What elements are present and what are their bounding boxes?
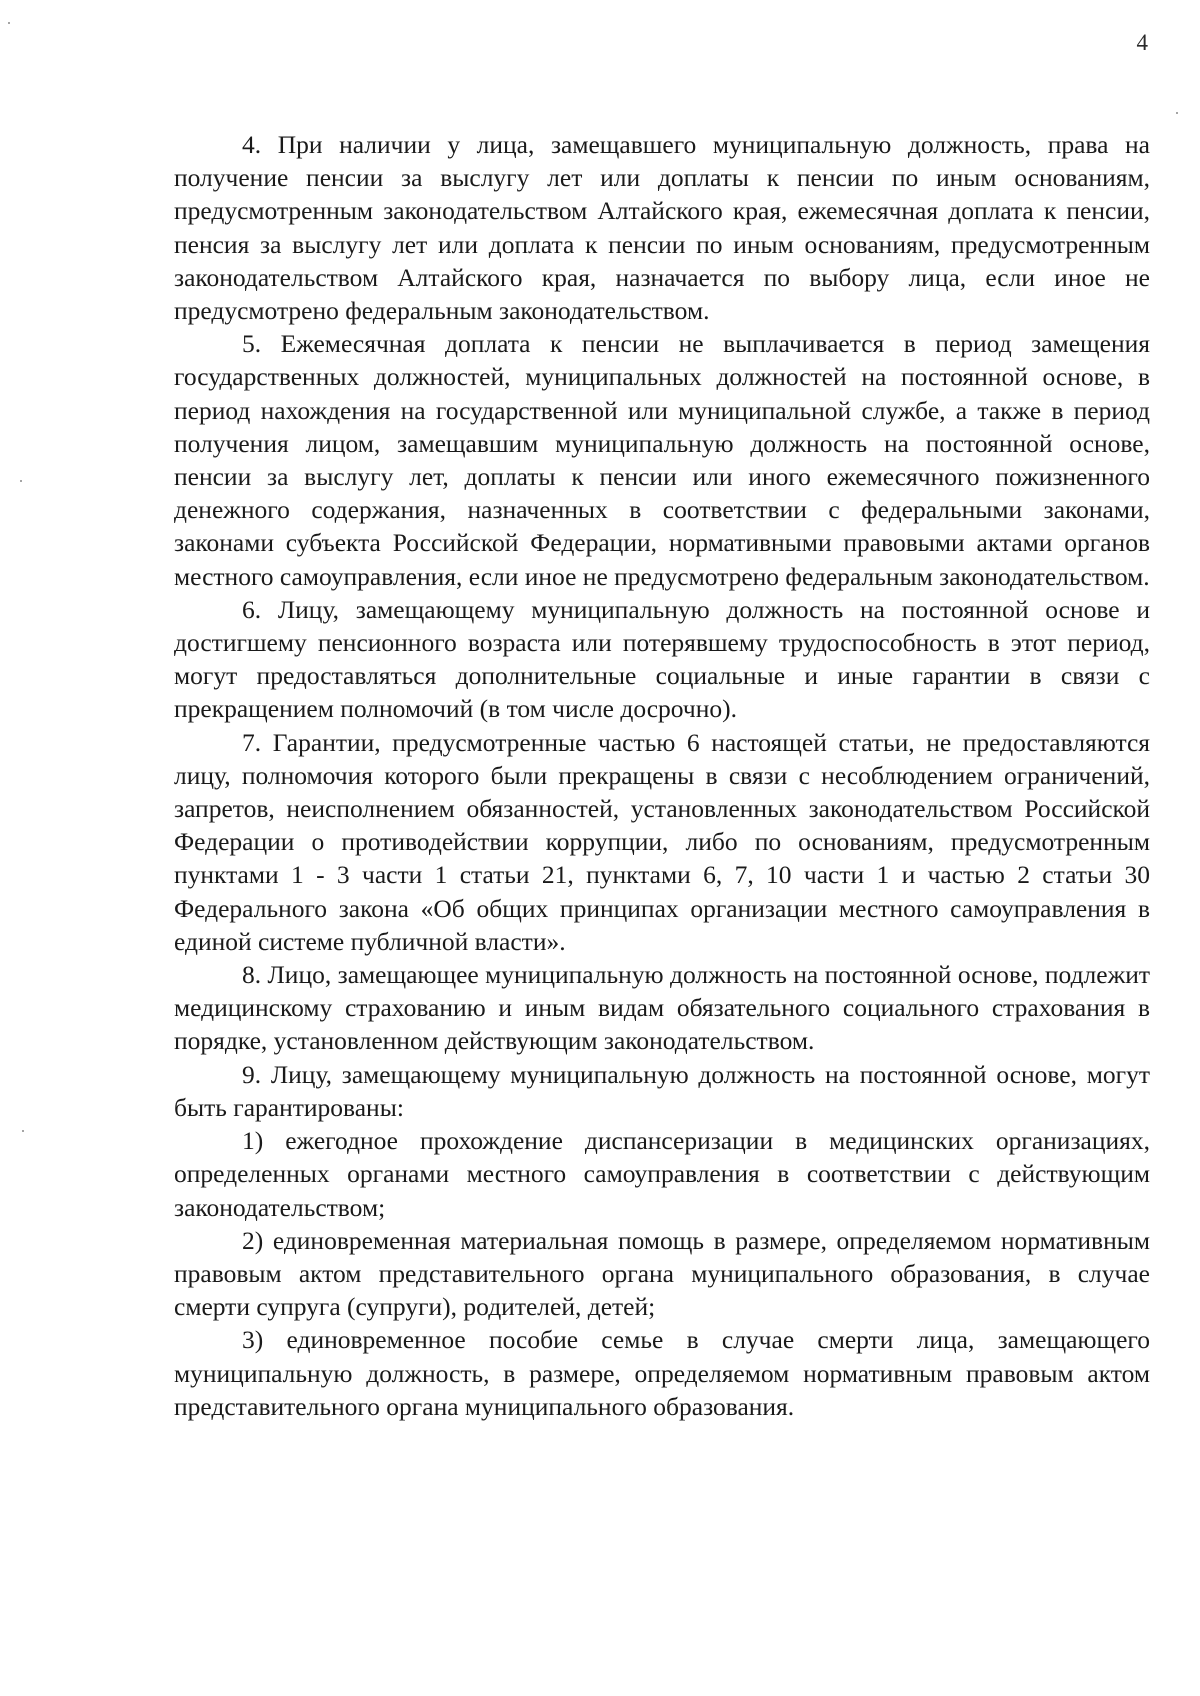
document-body [174, 128, 1150, 1423]
paragraph-8: 8. Лицо, замещающее муниципальную должность на постоянной основе, подлежит медицинскому страхованию и иным видам обязательного социального страхования в порядке, установленном действующим законодательством. [174, 960, 1150, 1056]
paragraph-5: 5. Ежемесячная доплата к пенсии не выплачивается в период замещения государственных должностей, муниципальных должностей на постоянной основе, в период нахождения на государственной или муниципальной службе, а также в период получения лицом, замещавшим муниципальную должность на постоянной основе, пенсии за выслугу лет, доплаты к пенсии или иного ежемесячного пожизненного денежного содержания, назначенных в соответствии с федеральными законами, законами субъекта Российской Федерации, нормативными правовыми актами органов местного самоуправления, если иное не предусмотрено федеральным законодательством. [174, 329, 1150, 591]
scan-speck [1176, 112, 1178, 114]
scan-speck [20, 480, 22, 482]
scan-speck [22, 1130, 24, 1132]
paragraph-4: 4. При наличии у лица, замещавшего муниципальную должность, права на получение пенсии за выслугу лет или доплаты к пенсии по иным основаниям, предусмотренным законодательством Алтайского края, ежемесячная доплата к пенсии, пенсия за выслугу лет или доплата к пенсии по иным основаниям, предусмотренным законодательством Алтайского края, назначается по выбору лица, если иное не предусмотрено федеральным законодательством. [174, 130, 1150, 326]
paragraph-9-item-2: 2) единовременная материальная помощь в размере, определяемом нормативным правовым актом представительного органа муниципального образования, в случае смерти супруга (супруги), родителей, детей; [174, 1225, 1150, 1322]
paragraph-6: 6. Лицу, замещающему муниципальную должность на постоянной основе и достигшему пенсионного возраста или потерявшему трудоспособность в этот период, могут предоставляться дополнительные социальные и иные гарантии в связи с прекращением полномочий (в том числе досрочно). [174, 594, 1150, 724]
paragraph-9: 9. Лицу, замещающему муниципальную должность на постоянной основе, могут быть гарантированы: [174, 1059, 1150, 1122]
paragraph-7: 7. Гарантии, предусмотренные частью 6 настоящей статьи, не предоставляются лицу, полномочия которого были прекращены в связи с несоблюдением ограничений, запретов, неисполнением обязанностей, установленных законодательством Российской Федерации о противодействии коррупции, либо по основаниям, предусмотренным пунктами 1 - 3 части 1 статьи 21, пунктами 6, 7, 10 части 1 и частью 2 статьи 30 Федерального закона «Об общих принципах организации местного самоуправления в единой системе публичной власти». [174, 727, 1150, 956]
scan-speck [8, 22, 10, 24]
page-number: 4 [1136, 30, 1148, 55]
paragraph-9-item-1: 1) ежегодное прохождение диспансеризации в медицинских организациях, определенных органами местного самоуправления в соответствии с действующим законодательством; [174, 1126, 1150, 1222]
paragraph-9-item-3: 3) единовременное пособие семье в случае смерти лица, замещающего муниципальную должность, в размере, определяемом нормативным правовым актом представительного органа муниципального образования. [174, 1325, 1150, 1421]
